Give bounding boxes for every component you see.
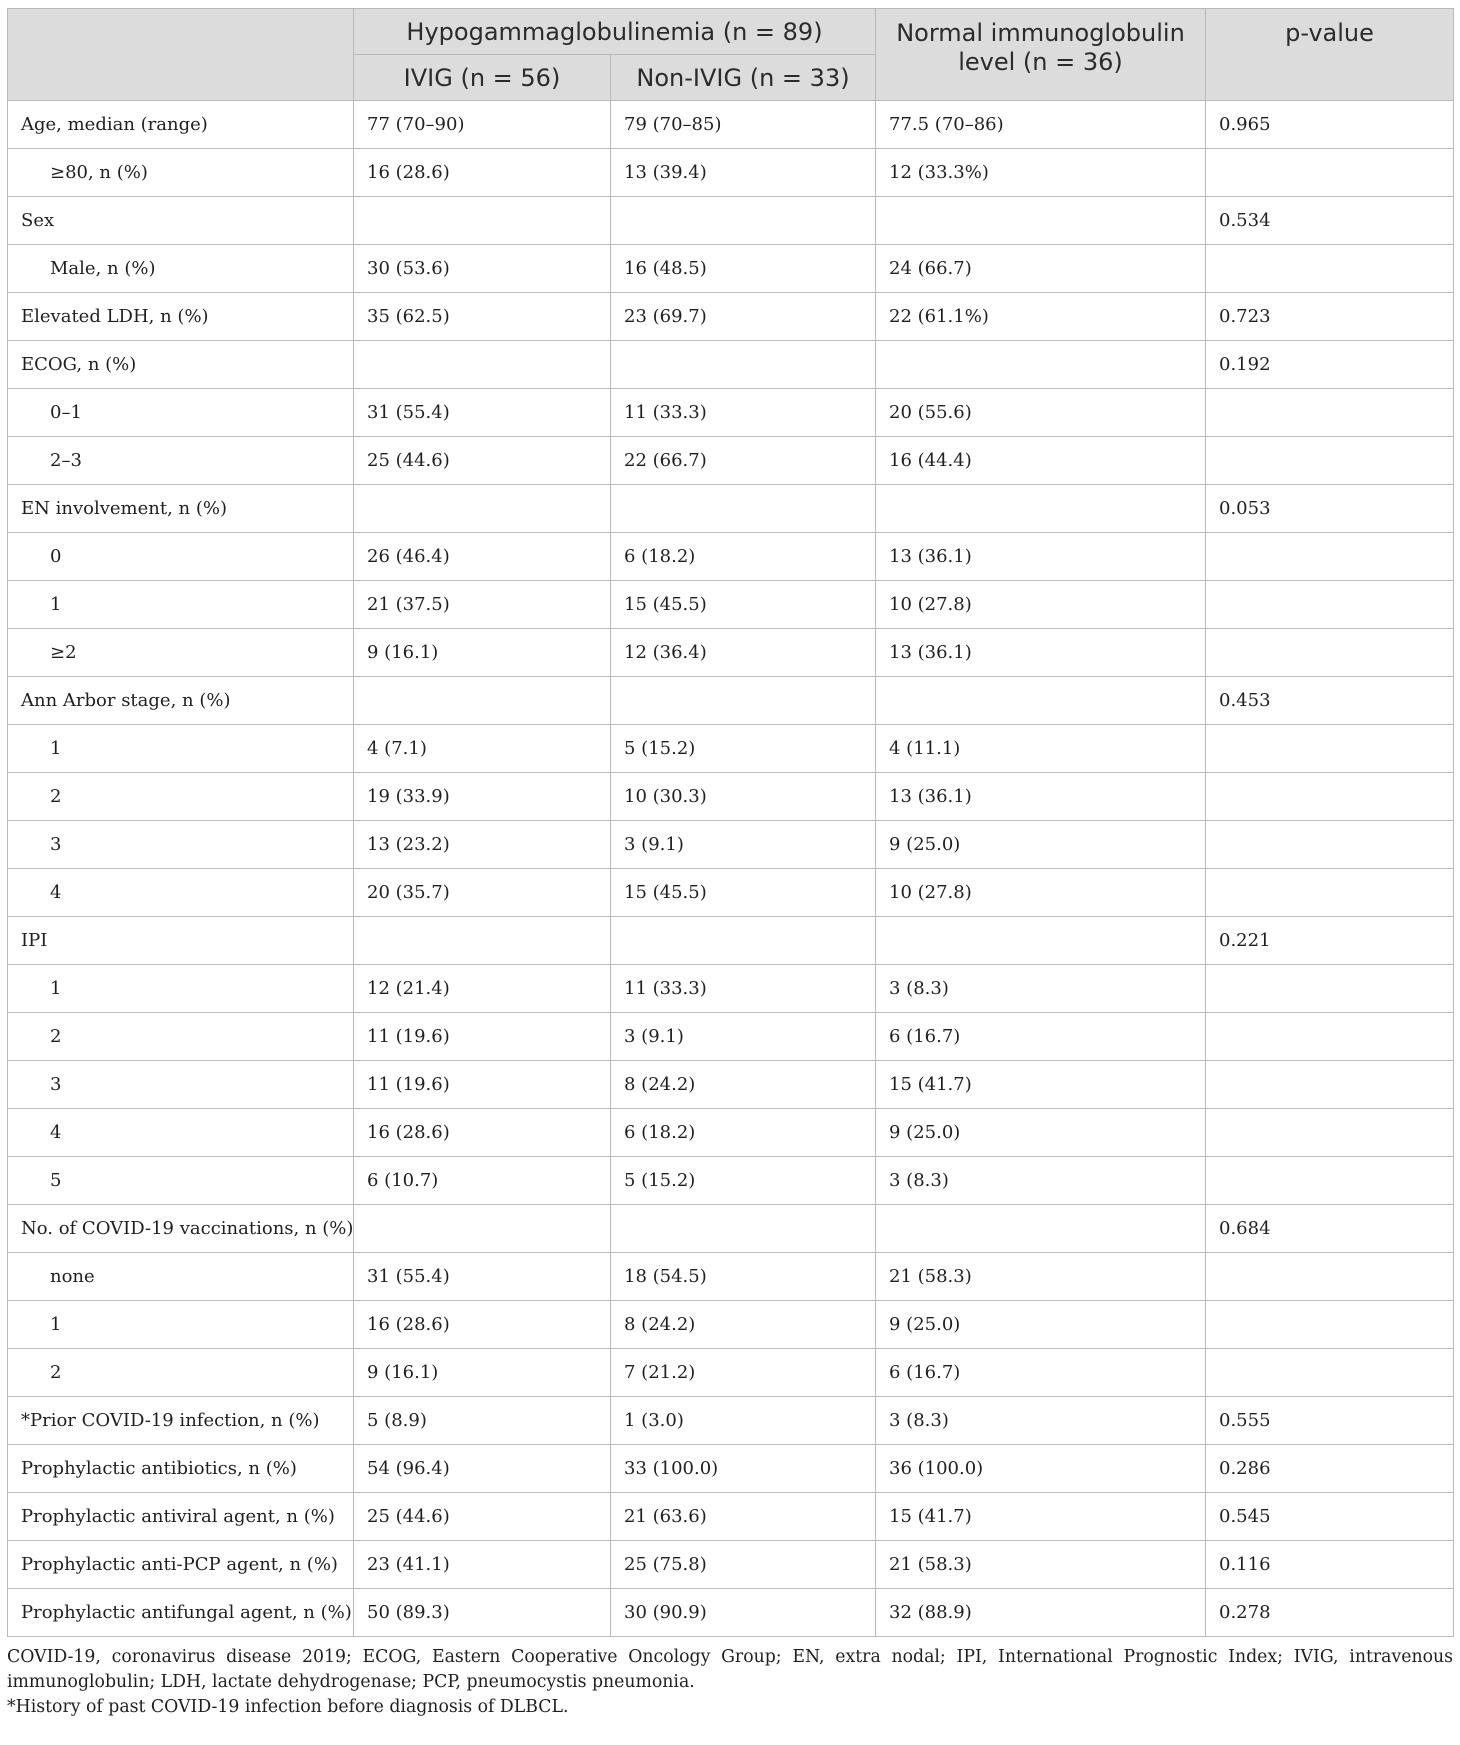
- p-value-cell: [1206, 773, 1454, 821]
- normal-value-cell: 20 (55.6): [876, 389, 1206, 437]
- row-label-cell: Sex: [8, 197, 354, 245]
- table-row: [8, 437, 1454, 485]
- table-row: [8, 725, 1454, 773]
- header-non-ivig: Non-IVIG (n = 33): [611, 55, 876, 101]
- normal-value-cell: 6 (16.7): [876, 1349, 1206, 1397]
- row-label-cell: 4: [8, 1109, 354, 1157]
- row-label-cell: Prophylactic antibiotics, n (%): [8, 1445, 354, 1493]
- row-label-cell: 1: [8, 965, 354, 1013]
- table-page: [7, 8, 1453, 1720]
- ivig-value-cell: [354, 917, 611, 965]
- table-row: [8, 629, 1454, 677]
- header-hypogammaglobulinemia: Hypogammaglobulinemia (n = 89): [354, 9, 876, 55]
- normal-value-cell: 3 (8.3): [876, 965, 1206, 1013]
- table-row: [8, 1397, 1454, 1445]
- row-label-cell: EN involvement, n (%): [8, 485, 354, 533]
- row-label-cell: 0: [8, 533, 354, 581]
- p-value-cell: [1206, 725, 1454, 773]
- table-row: [8, 1253, 1454, 1301]
- row-label-cell: 1: [8, 725, 354, 773]
- p-value-cell: 0.221: [1206, 917, 1454, 965]
- row-label-cell: 3: [8, 1061, 354, 1109]
- row-label-cell: No. of COVID-19 vaccinations, n (%): [8, 1205, 354, 1253]
- ivig-value-cell: 16 (28.6): [354, 1109, 611, 1157]
- p-value-cell: [1206, 533, 1454, 581]
- table-row: [8, 677, 1454, 725]
- table-row: [8, 1301, 1454, 1349]
- non-ivig-value-cell: [611, 1205, 876, 1253]
- normal-value-cell: [876, 485, 1206, 533]
- table-row: [8, 1157, 1454, 1205]
- normal-value-cell: 3 (8.3): [876, 1157, 1206, 1205]
- normal-value-cell: 9 (25.0): [876, 1301, 1206, 1349]
- non-ivig-value-cell: 3 (9.1): [611, 821, 876, 869]
- table-row: [8, 197, 1454, 245]
- non-ivig-value-cell: 23 (69.7): [611, 293, 876, 341]
- characteristics-table: [7, 8, 1454, 1637]
- table-row: [8, 1493, 1454, 1541]
- non-ivig-value-cell: 12 (36.4): [611, 629, 876, 677]
- p-value-cell: [1206, 1061, 1454, 1109]
- non-ivig-value-cell: 13 (39.4): [611, 149, 876, 197]
- table-row: [8, 1205, 1454, 1253]
- ivig-value-cell: 35 (62.5): [354, 293, 611, 341]
- table-row: [8, 485, 1454, 533]
- table-row: [8, 293, 1454, 341]
- p-value-cell: [1206, 1157, 1454, 1205]
- normal-value-cell: 13 (36.1): [876, 533, 1206, 581]
- normal-value-cell: 6 (16.7): [876, 1013, 1206, 1061]
- table-row: [8, 773, 1454, 821]
- p-value-cell: [1206, 821, 1454, 869]
- non-ivig-value-cell: 8 (24.2): [611, 1061, 876, 1109]
- header-blank-cell: [8, 9, 354, 101]
- row-label-cell: Prophylactic antifungal agent, n (%): [8, 1589, 354, 1637]
- row-label-cell: Prophylactic antiviral agent, n (%): [8, 1493, 354, 1541]
- non-ivig-value-cell: [611, 917, 876, 965]
- ivig-value-cell: 77 (70–90): [354, 101, 611, 149]
- p-value-cell: 0.545: [1206, 1493, 1454, 1541]
- p-value-cell: 0.453: [1206, 677, 1454, 725]
- non-ivig-value-cell: [611, 341, 876, 389]
- row-label-cell: ≥2: [8, 629, 354, 677]
- row-label-cell: Age, median (range): [8, 101, 354, 149]
- ivig-value-cell: 11 (19.6): [354, 1061, 611, 1109]
- header-normal-immunoglobulin: Normal immunoglobulin level (n = 36): [876, 9, 1206, 101]
- p-value-cell: 0.684: [1206, 1205, 1454, 1253]
- non-ivig-value-cell: 79 (70–85): [611, 101, 876, 149]
- non-ivig-value-cell: 25 (75.8): [611, 1541, 876, 1589]
- p-value-cell: [1206, 965, 1454, 1013]
- non-ivig-value-cell: 16 (48.5): [611, 245, 876, 293]
- p-value-cell: 0.534: [1206, 197, 1454, 245]
- table-row: [8, 389, 1454, 437]
- p-value-cell: [1206, 1109, 1454, 1157]
- row-label-cell: none: [8, 1253, 354, 1301]
- ivig-value-cell: 23 (41.1): [354, 1541, 611, 1589]
- p-value-cell: 0.723: [1206, 293, 1454, 341]
- row-label-cell: Male, n (%): [8, 245, 354, 293]
- normal-value-cell: 9 (25.0): [876, 1109, 1206, 1157]
- non-ivig-value-cell: 21 (63.6): [611, 1493, 876, 1541]
- ivig-value-cell: 19 (33.9): [354, 773, 611, 821]
- non-ivig-value-cell: 10 (30.3): [611, 773, 876, 821]
- ivig-value-cell: 31 (55.4): [354, 389, 611, 437]
- table-row: [8, 1109, 1454, 1157]
- p-value-cell: [1206, 1253, 1454, 1301]
- normal-value-cell: 3 (8.3): [876, 1397, 1206, 1445]
- row-label-cell: Prophylactic anti-PCP agent, n (%): [8, 1541, 354, 1589]
- normal-value-cell: 10 (27.8): [876, 581, 1206, 629]
- row-label-cell: Elevated LDH, n (%): [8, 293, 354, 341]
- table-row: [8, 341, 1454, 389]
- non-ivig-value-cell: 8 (24.2): [611, 1301, 876, 1349]
- non-ivig-value-cell: 5 (15.2): [611, 725, 876, 773]
- ivig-value-cell: 31 (55.4): [354, 1253, 611, 1301]
- p-value-cell: [1206, 149, 1454, 197]
- non-ivig-value-cell: 15 (45.5): [611, 581, 876, 629]
- p-value-cell: [1206, 1301, 1454, 1349]
- normal-value-cell: 77.5 (70–86): [876, 101, 1206, 149]
- abbreviations-footnote: COVID-19, coronavirus disease 2019; ECOG, Eastern Cooperative Oncology Group; EN, extra nodal; IPI, International Prognostic Index; IVIG, intravenous immunoglobulin; LDH, lactate dehydrogenase; PCP, pneumocystis pneumonia.: [7, 1647, 1453, 1692]
- ivig-value-cell: 13 (23.2): [354, 821, 611, 869]
- p-value-cell: 0.116: [1206, 1541, 1454, 1589]
- ivig-value-cell: 20 (35.7): [354, 869, 611, 917]
- normal-value-cell: 12 (33.3%): [876, 149, 1206, 197]
- non-ivig-value-cell: 6 (18.2): [611, 533, 876, 581]
- row-label-cell: 2: [8, 773, 354, 821]
- ivig-value-cell: [354, 485, 611, 533]
- ivig-value-cell: [354, 341, 611, 389]
- row-label-cell: 2: [8, 1013, 354, 1061]
- non-ivig-value-cell: 11 (33.3): [611, 965, 876, 1013]
- table-row: [8, 101, 1454, 149]
- ivig-value-cell: 25 (44.6): [354, 437, 611, 485]
- p-value-cell: [1206, 1013, 1454, 1061]
- p-value-cell: 0.286: [1206, 1445, 1454, 1493]
- normal-value-cell: [876, 917, 1206, 965]
- non-ivig-value-cell: 6 (18.2): [611, 1109, 876, 1157]
- p-value-cell: [1206, 389, 1454, 437]
- normal-value-cell: 13 (36.1): [876, 773, 1206, 821]
- non-ivig-value-cell: 3 (9.1): [611, 1013, 876, 1061]
- row-label-cell: 2: [8, 1349, 354, 1397]
- non-ivig-value-cell: 33 (100.0): [611, 1445, 876, 1493]
- normal-value-cell: [876, 197, 1206, 245]
- p-value-cell: [1206, 869, 1454, 917]
- non-ivig-value-cell: 5 (15.2): [611, 1157, 876, 1205]
- row-label-cell: 5: [8, 1157, 354, 1205]
- normal-value-cell: 16 (44.4): [876, 437, 1206, 485]
- header-p-value: p-value: [1206, 9, 1454, 101]
- non-ivig-value-cell: 22 (66.7): [611, 437, 876, 485]
- ivig-value-cell: 5 (8.9): [354, 1397, 611, 1445]
- normal-value-cell: 21 (58.3): [876, 1253, 1206, 1301]
- row-label-cell: 2–3: [8, 437, 354, 485]
- ivig-value-cell: [354, 197, 611, 245]
- non-ivig-value-cell: 30 (90.9): [611, 1589, 876, 1637]
- table-row: [8, 1349, 1454, 1397]
- non-ivig-value-cell: 7 (21.2): [611, 1349, 876, 1397]
- normal-value-cell: [876, 341, 1206, 389]
- ivig-value-cell: 9 (16.1): [354, 1349, 611, 1397]
- row-label-cell: 3: [8, 821, 354, 869]
- non-ivig-value-cell: [611, 485, 876, 533]
- non-ivig-value-cell: 1 (3.0): [611, 1397, 876, 1445]
- ivig-value-cell: [354, 1205, 611, 1253]
- normal-value-cell: 36 (100.0): [876, 1445, 1206, 1493]
- table-row: [8, 245, 1454, 293]
- table-row: [8, 1013, 1454, 1061]
- table-row: [8, 821, 1454, 869]
- row-label-cell: ECOG, n (%): [8, 341, 354, 389]
- non-ivig-value-cell: 18 (54.5): [611, 1253, 876, 1301]
- row-label-cell: ≥80, n (%): [8, 149, 354, 197]
- table-row: [8, 1541, 1454, 1589]
- header-row-top: [8, 9, 1454, 55]
- table-row: [8, 533, 1454, 581]
- table-row: [8, 581, 1454, 629]
- ivig-value-cell: 6 (10.7): [354, 1157, 611, 1205]
- p-value-cell: 0.555: [1206, 1397, 1454, 1445]
- ivig-value-cell: 9 (16.1): [354, 629, 611, 677]
- normal-value-cell: 10 (27.8): [876, 869, 1206, 917]
- normal-value-cell: 13 (36.1): [876, 629, 1206, 677]
- p-value-cell: 0.965: [1206, 101, 1454, 149]
- ivig-value-cell: 30 (53.6): [354, 245, 611, 293]
- ivig-value-cell: [354, 677, 611, 725]
- p-value-cell: [1206, 629, 1454, 677]
- normal-value-cell: 9 (25.0): [876, 821, 1206, 869]
- normal-value-cell: 24 (66.7): [876, 245, 1206, 293]
- table-row: [8, 917, 1454, 965]
- asterisk-footnote: *History of past COVID-19 infection before diagnosis of DLBCL.: [7, 1697, 569, 1717]
- non-ivig-value-cell: 11 (33.3): [611, 389, 876, 437]
- row-label-cell: 1: [8, 1301, 354, 1349]
- table-footnotes: [7, 1645, 1453, 1720]
- normal-value-cell: 4 (11.1): [876, 725, 1206, 773]
- ivig-value-cell: 54 (96.4): [354, 1445, 611, 1493]
- row-label-cell: 0–1: [8, 389, 354, 437]
- non-ivig-value-cell: 15 (45.5): [611, 869, 876, 917]
- table-row: [8, 1061, 1454, 1109]
- normal-value-cell: 32 (88.9): [876, 1589, 1206, 1637]
- row-label-cell: 4: [8, 869, 354, 917]
- p-value-cell: [1206, 437, 1454, 485]
- table-row: [8, 1589, 1454, 1637]
- p-value-cell: [1206, 581, 1454, 629]
- ivig-value-cell: 25 (44.6): [354, 1493, 611, 1541]
- row-label-cell: 1: [8, 581, 354, 629]
- p-value-cell: [1206, 1349, 1454, 1397]
- ivig-value-cell: 12 (21.4): [354, 965, 611, 1013]
- non-ivig-value-cell: [611, 677, 876, 725]
- row-label-cell: Ann Arbor stage, n (%): [8, 677, 354, 725]
- row-label-cell: IPI: [8, 917, 354, 965]
- normal-value-cell: 22 (61.1%): [876, 293, 1206, 341]
- ivig-value-cell: 4 (7.1): [354, 725, 611, 773]
- table-row: [8, 965, 1454, 1013]
- p-value-cell: 0.053: [1206, 485, 1454, 533]
- non-ivig-value-cell: [611, 197, 876, 245]
- table-body: [8, 101, 1454, 1637]
- row-label-cell: *Prior COVID-19 infection, n (%): [8, 1397, 354, 1445]
- table-header: [8, 9, 1454, 101]
- ivig-value-cell: 21 (37.5): [354, 581, 611, 629]
- ivig-value-cell: 16 (28.6): [354, 149, 611, 197]
- p-value-cell: 0.278: [1206, 1589, 1454, 1637]
- ivig-value-cell: 26 (46.4): [354, 533, 611, 581]
- ivig-value-cell: 11 (19.6): [354, 1013, 611, 1061]
- p-value-cell: [1206, 245, 1454, 293]
- ivig-value-cell: 16 (28.6): [354, 1301, 611, 1349]
- table-row: [8, 869, 1454, 917]
- ivig-value-cell: 50 (89.3): [354, 1589, 611, 1637]
- header-ivig: IVIG (n = 56): [354, 55, 611, 101]
- normal-value-cell: [876, 677, 1206, 725]
- normal-value-cell: 15 (41.7): [876, 1493, 1206, 1541]
- table-row: [8, 1445, 1454, 1493]
- normal-value-cell: 21 (58.3): [876, 1541, 1206, 1589]
- table-row: [8, 149, 1454, 197]
- normal-value-cell: [876, 1205, 1206, 1253]
- p-value-cell: 0.192: [1206, 341, 1454, 389]
- normal-value-cell: 15 (41.7): [876, 1061, 1206, 1109]
